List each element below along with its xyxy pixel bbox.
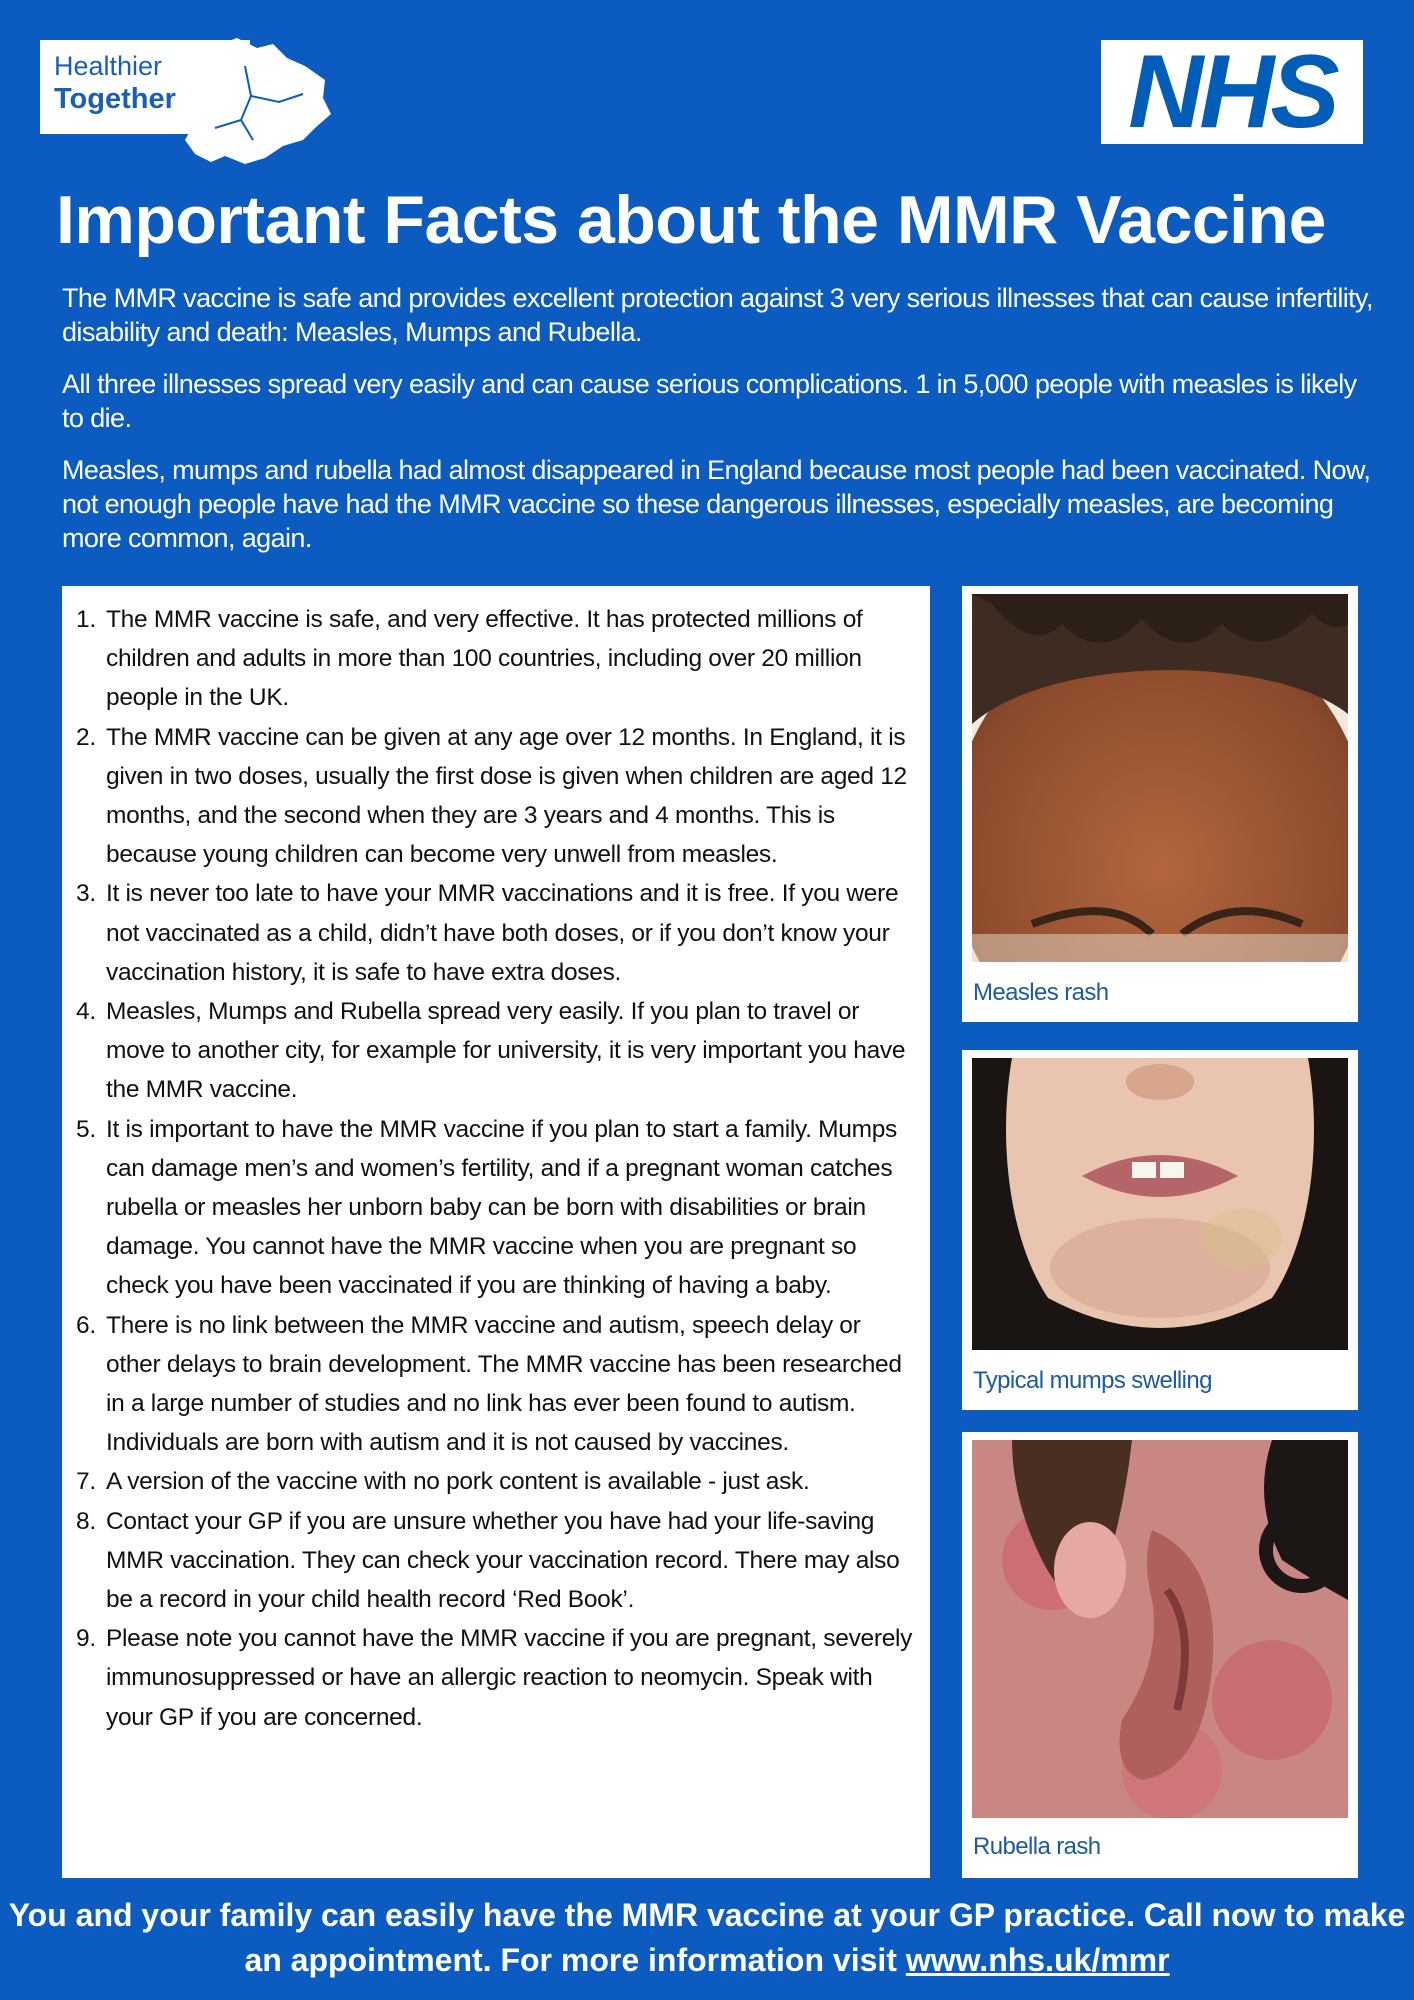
intro-paragraph: All three illnesses spread very easily and can cause serious complications. 1 in 5,000 people with measles is likely to die. bbox=[62, 369, 1357, 433]
photo-caption: Measles rash bbox=[973, 979, 1109, 1006]
healthier-together-logo bbox=[40, 36, 330, 166]
fact-number: 5. bbox=[76, 1115, 96, 1143]
logo-line2: Together bbox=[54, 83, 176, 115]
fact-number: 8. bbox=[76, 1507, 96, 1535]
intro-section bbox=[62, 281, 1382, 573]
fact-text: Contact your GP if you are unsure whether you have had your life-saving MMR vaccination. They can check your vaccination record. There may also be a record in your child health record ‘Red Book’. bbox=[106, 1507, 900, 1614]
fact-item bbox=[76, 874, 916, 992]
logo-line1: Healthier bbox=[54, 51, 163, 81]
rubella-photo-card bbox=[962, 1432, 1358, 1878]
fact-item bbox=[76, 992, 916, 1110]
fact-text: A version of the vaccine with no pork content is available - just ask. bbox=[106, 1468, 810, 1496]
fact-number: 9. bbox=[76, 1625, 96, 1653]
fact-item bbox=[76, 600, 916, 718]
fact-text: It is never too late to have your MMR vaccinations and it is free. If you were not vaccinated as a child, didn’t have both doses, or if you don’t know your vaccination history, it is safe to have extra doses. bbox=[106, 880, 899, 986]
region-map-icon bbox=[175, 36, 367, 166]
nhs-logo-text: NHS bbox=[1128, 34, 1336, 150]
mumps-swelling-photo-icon bbox=[972, 1058, 1348, 1350]
fact-number: 4. bbox=[76, 998, 96, 1026]
fact-text: Measles, Mumps and Rubella spread very easily. If you plan to travel or move to another city, for example for university, it is very important you have the MMR vaccine. bbox=[106, 998, 906, 1104]
fact-text: The MMR vaccine is safe, and very effective. It has protected millions of children and adults in more than 100 countries, including over 20 million people in the UK. bbox=[106, 606, 863, 712]
fact-item bbox=[76, 1110, 916, 1306]
fact-number: 2. bbox=[76, 723, 96, 751]
page-title: Important Facts about the MMR Vaccine bbox=[56, 182, 1326, 258]
fact-number: 1. bbox=[76, 606, 96, 633]
fact-item bbox=[76, 1619, 916, 1737]
fact-number: 7. bbox=[76, 1468, 96, 1496]
measles-rash-photo-icon bbox=[972, 594, 1348, 962]
fact-item bbox=[76, 1306, 916, 1463]
intro-paragraph: Measles, mumps and rubella had almost disappeared in England because most people had been vaccinated. Now, not enough people have had the MMR vaccine so these dangerous illnesses, especially measles, are becoming more common, again. bbox=[62, 455, 1371, 553]
photo-caption: Typical mumps swelling bbox=[973, 1367, 1212, 1394]
fact-text: There is no link between the MMR vaccine and autism, speech delay or other delays to brain development. The MMR vaccine has been researched in a large number of studies and no link has ever been found to autism. Individuals are born with autism and it is not caused by vaccines. bbox=[106, 1311, 902, 1457]
fact-item bbox=[76, 1462, 916, 1501]
fact-text: The MMR vaccine can be given at any age over 12 months. In England, it is given in two doses, usually the first dose is given when children are aged 12 months, and the second when they are 3 years and 4 months. This is because young children can become very unwell from measles. bbox=[106, 723, 907, 869]
fact-number: 3. bbox=[76, 880, 96, 908]
nhs-mmr-link[interactable]: www.nhs.uk/mmr bbox=[905, 1942, 1170, 1978]
facts-list bbox=[76, 600, 916, 1737]
fact-text: Please note you cannot have the MMR vaccine if you are pregnant, severely immunosuppressed or have an allergic reaction to neomycin. Speak with your GP if you are concerned. bbox=[106, 1625, 913, 1731]
facts-panel bbox=[62, 586, 930, 1878]
nhs-logo bbox=[1101, 34, 1363, 150]
intro-paragraph: The MMR vaccine is safe and provides excellent protection against 3 very serious illnesses that can cause infertility, disability and death: Measles, Mumps and Rubella. bbox=[62, 283, 1373, 347]
rubella-rash-photo-icon bbox=[972, 1440, 1348, 1818]
mumps-photo-card bbox=[962, 1050, 1358, 1410]
fact-item bbox=[76, 1502, 916, 1620]
fact-item bbox=[76, 718, 916, 875]
photo-caption: Rubella rash bbox=[973, 1833, 1101, 1860]
footer-text: You and your family can easily have the MMR vaccine at your GP practice. Call now to make an appointment. For more information visit bbox=[8, 1897, 1406, 1978]
fact-text: It is important to have the MMR vaccine if you plan to start a family. Mumps can damage men’s and women’s fertility, and if a pregnant woman catches rubella or measles her unborn baby can be born with disabilities or brain damage. You cannot have the MMR vaccine when you are pregnant so check you have been vaccinated if you are thinking of having a baby. bbox=[106, 1115, 898, 1300]
measles-photo-card bbox=[962, 586, 1358, 1022]
fact-number: 6. bbox=[76, 1311, 96, 1339]
footer-callout bbox=[0, 1893, 1414, 1983]
